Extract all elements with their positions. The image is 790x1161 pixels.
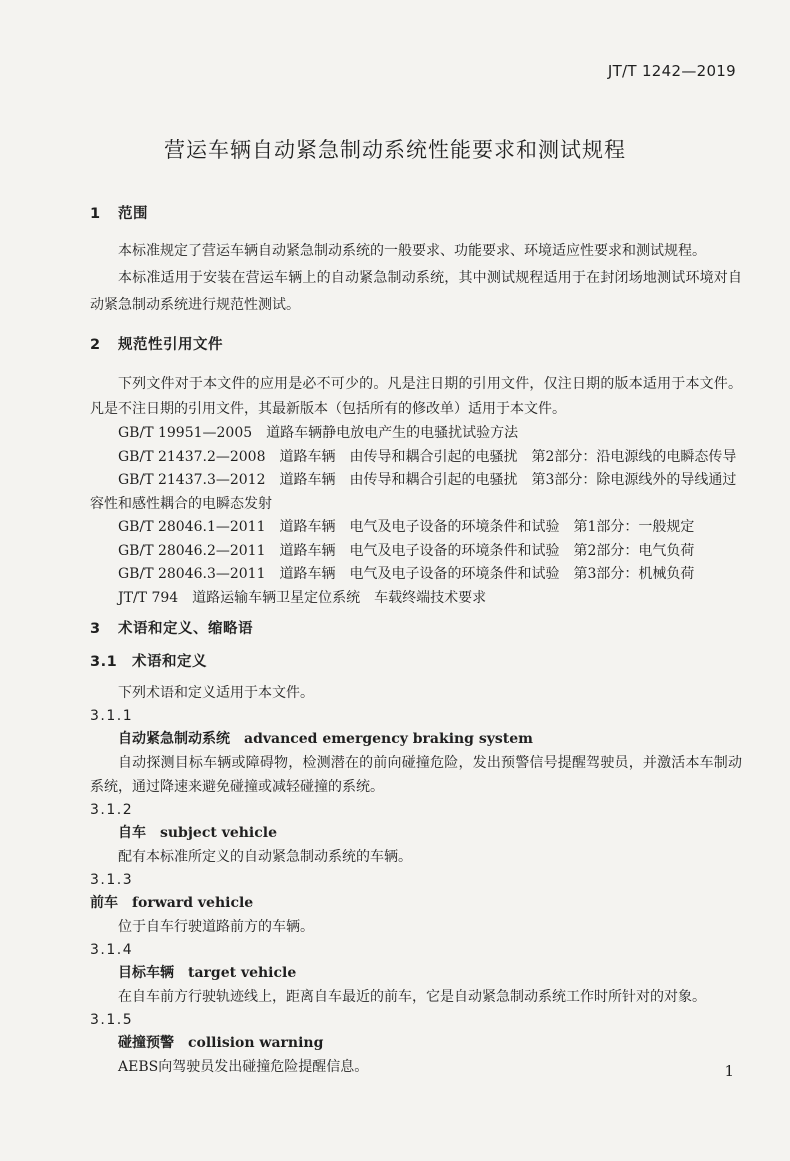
term-name: 碰撞预警 collision warning: [118, 1035, 324, 1051]
reference-item: GB/T 21437.2—2008 道路车辆 由传导和耦合引起的电骚扰 第2部分：沿电源线的电瞬态传导: [118, 448, 737, 465]
term-number: 3.1.5: [90, 1012, 134, 1028]
page-number: 1: [724, 1062, 734, 1080]
term-number: 3.1.3: [90, 872, 134, 888]
terms-list: [90, 681, 742, 1079]
reference-item: GB/T 28046.2—2011 道路车辆 电气及电子设备的环境条件和试验 第2部分：电气负荷: [118, 542, 695, 559]
term-name: 前车 forward vehicle: [90, 895, 254, 911]
section-1-heading: 1 范围: [90, 206, 148, 222]
standard-number: JT/T 1242—2019: [607, 62, 736, 80]
term-number: 3.1.4: [90, 942, 134, 958]
term-definition: 自动探测目标车辆或障碍物，检测潜在的前向碰撞危险，发出预警信号提醒驾驶员，并激活本车制动系统，通过降速来避免碰撞或减轻碰撞的系统。: [90, 755, 742, 795]
section-3: [90, 617, 742, 638]
term-number: 3.1.1: [90, 708, 134, 724]
section-2-heading: 2 规范性引用文件: [90, 337, 223, 353]
scope-paragraph-2: 本标准适用于安装在营运车辆上的自动紧急制动系统，其中测试规程适用于在封闭场地测试环境对自动紧急制动系统进行规范性测试。: [90, 270, 742, 313]
reference-item: GB/T 21437.3—2012 道路车辆 由传导和耦合引起的电骚扰 第3部分：除电源线外的导线通过容性和感性耦合的电瞬态发射: [90, 472, 737, 512]
reference-item: JT/T 794 道路运输车辆卫星定位系统 车载终端技术要求: [118, 589, 487, 606]
term-name: 目标车辆 target vehicle: [118, 965, 297, 981]
reference-item: GB/T 28046.1—2011 道路车辆 电气及电子设备的环境条件和试验 第1部分：一般规定: [118, 519, 695, 535]
reference-item: GB/T 28046.3—2011 道路车辆 电气及电子设备的环境条件和试验 第3部分：机械负荷: [118, 566, 695, 582]
term-definition: 位于自车行驶道路前方的车辆。: [118, 919, 314, 935]
scope-paragraph-1: 本标准规定了营运车辆自动紧急制动系统的一般要求、功能要求、环境适应性要求和测试规程。: [118, 243, 706, 259]
term-definition: 配有本标准所定义的自动紧急制动系统的车辆。: [118, 849, 412, 865]
section-2: [90, 333, 742, 354]
term-number: 3.1.2: [90, 802, 134, 818]
references-intro: 下列文件对于本文件的应用是必不可少的。凡是注日期的引用文件，仅注日期的版本适用于本文件。凡是不注日期的引用文件，其最新版本（包括所有的修改单）适用于本文件。: [90, 376, 742, 417]
section-3-heading: 3 术语和定义、缩略语: [90, 621, 253, 637]
term-definition: AEBS向驾驶员发出碰撞危险提醒信息。: [118, 1059, 369, 1075]
reference-item: GB/T 19951—2005 道路车辆静电放电产生的电骚扰试验方法: [118, 425, 519, 441]
term-name: 自动紧急制动系统 advanced emergency braking system: [118, 731, 533, 747]
section-2-body: [90, 372, 742, 610]
section-3-1-heading: 3.1 术语和定义: [90, 654, 207, 670]
term-name: 自车 subject vehicle: [118, 825, 277, 841]
section-1-body: [90, 238, 742, 319]
term-definition: 在自车前方行驶轨迹线上，距离自车最近的前车，它是自动紧急制动系统工作时所针对的对象。: [118, 989, 706, 1005]
terms-intro: 下列术语和定义适用于本文件。: [118, 685, 314, 701]
section-1: [90, 202, 742, 223]
section-3-1: [90, 650, 742, 671]
document-title: 营运车辆自动紧急制动系统性能要求和测试规程: [164, 138, 626, 162]
